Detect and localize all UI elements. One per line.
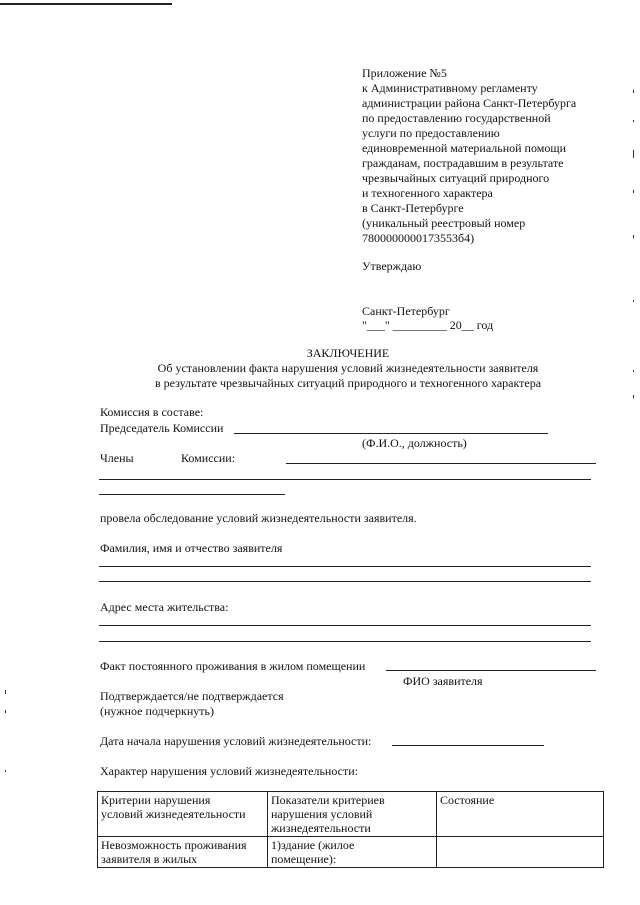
appendix-line: Приложение №5 (362, 66, 447, 80)
appendix-line: к Административному регламенту (362, 81, 538, 95)
table-cell[interactable] (437, 837, 604, 868)
chair-field-line[interactable] (234, 433, 548, 434)
approve-label: Утверждаю (362, 259, 422, 273)
appendix-block (362, 66, 576, 246)
cell-line: Невозможность проживания (101, 838, 247, 852)
members-field-line-3[interactable] (99, 494, 285, 495)
scan-speck (633, 150, 634, 158)
confirm-options: Подтверждается/не подтверждается (100, 689, 284, 703)
document-title: ЗАКЛЮЧЕНИЕ (306, 346, 390, 360)
scan-speck (633, 90, 634, 93)
cell-line: помещение): (271, 852, 337, 866)
cell-line: жизнедеятельности (271, 821, 371, 835)
appendix-line: и техногенного характера (362, 186, 493, 200)
nature-label: Характер нарушения условий жизнедеятельности: (100, 764, 358, 778)
scan-speck (633, 370, 634, 372)
scan-speck (633, 235, 634, 238)
appendix-line: администрации района Санкт-Петербурга (362, 96, 577, 110)
address-line-1[interactable] (99, 625, 591, 626)
appendix-line: в Санкт-Петербурге (362, 201, 464, 215)
scan-speck (633, 120, 634, 122)
chair-label: Председатель Комиссии (100, 421, 224, 435)
commission-composition-label: Комиссия в составе: (100, 405, 204, 419)
start-date-label: Дата начала нарушения условий жизнедеятельности: (100, 734, 372, 748)
cell-line: Критерии нарушения (101, 793, 211, 807)
scan-speck (5, 710, 6, 713)
applicant-fio-line-1[interactable] (99, 566, 591, 567)
appendix-line: чрезвычайных ситуаций природного (362, 171, 550, 185)
cell-line: 1)здание (жилое (271, 838, 355, 852)
applicant-fio-hint: ФИО заявителя (403, 674, 483, 688)
document-subtitle-1: Об установлении факта нарушения условий жизнедеятельности заявителя (157, 361, 539, 375)
table-header-row (98, 792, 604, 837)
appendix-line: 7800000000173553б4) (362, 231, 475, 245)
cell-line: Состояние (440, 793, 495, 807)
members-label: Члены (100, 451, 134, 465)
members-commission-label: Комиссии: (181, 451, 236, 465)
table-row (98, 837, 604, 868)
header-cell (437, 792, 604, 837)
header-cell (98, 792, 268, 837)
cell-line: нарушения условий (271, 807, 373, 821)
document-subtitle-2: в результате чрезвычайных ситуаций природного и техногенного характера (154, 376, 542, 390)
members-field-line-1[interactable] (286, 463, 596, 464)
cell-line: заявителя в жилых (101, 852, 198, 866)
table-cell (98, 837, 268, 868)
appendix-line: (уникальный реестровый номер (362, 216, 526, 230)
confirm-hint: (нужное подчеркнуть) (100, 704, 214, 718)
scan-speck (633, 300, 634, 302)
criteria-table (97, 791, 604, 868)
address-label: Адрес места жительства: (100, 600, 229, 614)
cell-line: условий жизнедеятельности (101, 807, 246, 821)
chair-hint: (Ф.И.О., должность) (362, 436, 467, 450)
residence-field-line[interactable] (386, 670, 596, 671)
residence-label: Факт постоянного проживания в жилом помещении (100, 659, 366, 673)
survey-statement: провела обследование условий жизнедеятельности заявителя. (100, 511, 417, 525)
appendix-line: услуги по предоставлению (362, 126, 500, 140)
appendix-line: по предоставлению государственной (362, 111, 551, 125)
cell-line: Показатели критериев (271, 793, 385, 807)
scan-speck (633, 395, 634, 398)
date-line: "___" _________ 20__ год (362, 318, 494, 332)
scan-mark (0, 3, 172, 5)
header-cell (268, 792, 437, 837)
appendix-line: гражданам, пострадавшим в результате (362, 156, 564, 170)
members-field-line-2[interactable] (99, 479, 591, 480)
appendix-line: единовременной материальной помощи (362, 141, 566, 155)
scan-speck (5, 770, 6, 772)
scan-speck (5, 690, 6, 694)
applicant-fio-line-2[interactable] (99, 581, 591, 582)
scan-speck (633, 190, 634, 193)
start-date-field-line[interactable] (392, 745, 544, 746)
city-label: Санкт-Петербург (362, 304, 450, 318)
table-cell (268, 837, 437, 868)
address-line-2[interactable] (99, 641, 591, 642)
applicant-fio-label: Фамилия, имя и отчество заявителя (100, 541, 283, 555)
